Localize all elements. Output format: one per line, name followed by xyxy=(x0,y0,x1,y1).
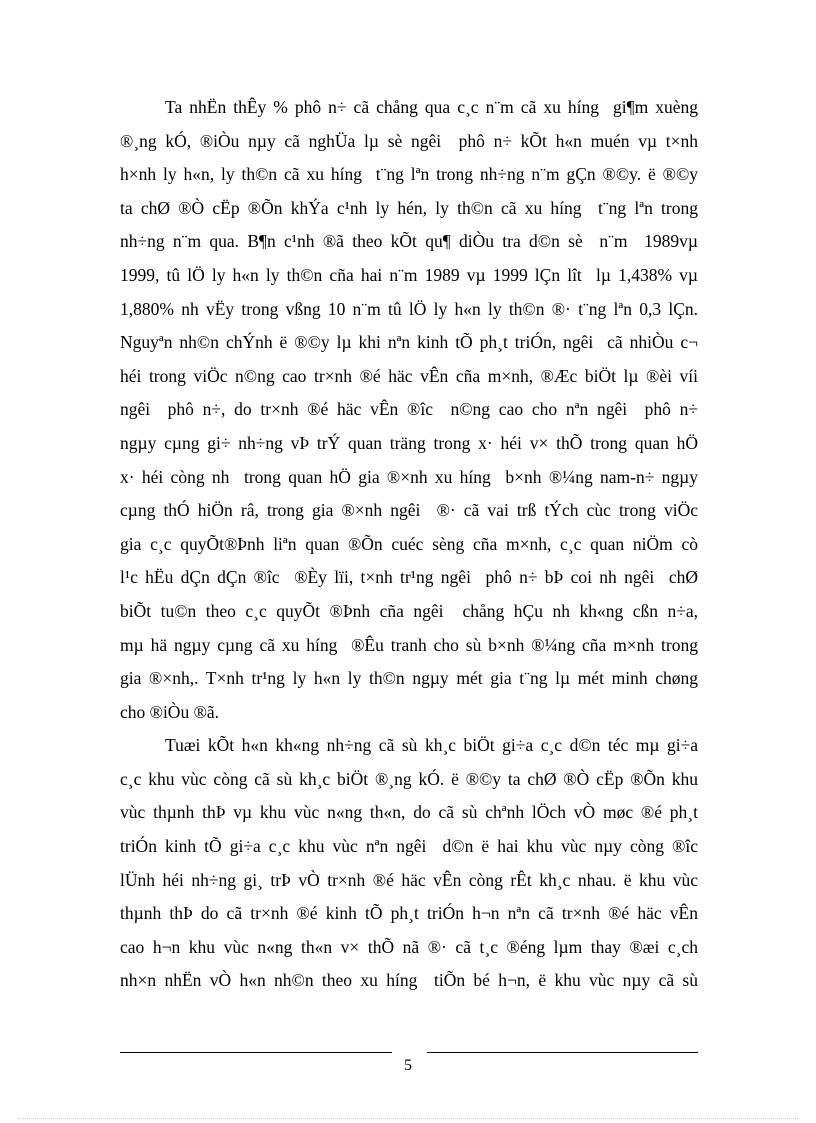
text-line: 1999, tû lÖ ly h«n ly th©n cña hai n¨m 1989 vµ 1999 lÇn lît lµ 1,438% vµ xyxy=(120,264,698,285)
text-line: Tuæi kÕt h«n kh«ng nh÷ng cã sù kh¸c biÖt gi÷a c¸c d©n téc mµ gi÷a xyxy=(165,735,698,756)
text-line: biÕt tu©n theo c¸c quyÕt ®Þnh cña ngêi chång hÇu nh kh«ng cßn n÷a, xyxy=(120,600,698,621)
footer-rule-right xyxy=(427,1052,698,1053)
text-line: h×nh ly h«n, ly th©n cã xu híng t¨ng lªn trong nh÷ng n¨m gÇn ®©y. ë ®©y xyxy=(120,164,698,185)
text-line: lÜnh héi nh÷ng gi¸ trÞ vÒ tr×nh ®é häc vÊn còng rÊt kh¸c nhau. ë khu vùc xyxy=(120,869,698,890)
text-line: ngêi phô n÷, do tr×nh ®é häc vÊn ®îc n©ng cao cho nªn ngêi phô n÷ xyxy=(120,399,698,420)
text-line: mµ hä ngµy cµng cã xu híng ®Êu tranh cho sù b×nh ®¼ng cña m×nh trong xyxy=(120,634,698,655)
text-line: cao h¬n khu vùc n«ng th«n v× thÕ nã ®· cã t¸c ®éng lµm thay ®æi c¸ch xyxy=(120,936,698,957)
footer-rule-left xyxy=(120,1052,392,1053)
text-line: ®¸ng kÓ, ®iÒu nµy cã nghÜa lµ sè ngêi phô n÷ kÕt h«n muén vµ t×nh xyxy=(120,130,698,151)
text-line: thµnh thÞ do cã tr×nh ®é kinh tÕ ph¸t triÓn h¬n nªn cã tr×nh ®é häc vÊn xyxy=(120,903,698,924)
text-line: cµng thÓ hiÖn râ, trong gia ®×nh ngêi ®· cã vai trß tÝch cùc trong viÖc xyxy=(120,500,698,521)
text-line: nh×n nhËn vÒ h«n nh©n theo xu híng tiÕn bé h¬n, ë khu vùc nµy cã sù xyxy=(120,970,698,991)
text-line: ngµy cµng gi÷ nh÷ng vÞ trÝ quan träng trong x· héi v× thÕ trong quan hÖ xyxy=(120,432,698,453)
text-line: gia ®×nh,. T×nh tr¹ng ly h«n ly th©n ngµy mét gia t¨ng lµ mét minh chøng xyxy=(120,668,698,689)
text-line: ta chØ ®Ò cËp ®Õn khÝa c¹nh ly hén, ly th©n cã xu híng t¨ng lªn trong xyxy=(120,197,698,218)
page-number: 5 xyxy=(404,1057,412,1074)
text-line: vùc thµnh thÞ vµ khu vùc n«ng th«n, do cã sù chªnh lÖch vÒ møc ®é ph¸t xyxy=(120,802,698,823)
text-line: Nguyªn nh©n chÝnh ë ®©y lµ khi nªn kinh tÕ ph¸t triÓn, ngêi cã nhiÒu c¬ xyxy=(120,332,698,353)
page-break-divider xyxy=(18,1118,798,1119)
paragraph-1 xyxy=(120,96,698,734)
text-line: l¹c hËu dÇn dÇn ®îc ®Èy lïi, t×nh tr¹ng ngêi phô n÷ bÞ coi nh ngêi chØ xyxy=(120,567,698,588)
text-line: cho ®iÒu ®ã. xyxy=(120,701,220,722)
text-line: gia c¸c quyÕt®Þnh liªn quan ®Õn cuéc sèng cña m×nh, c¸c quan niÖm cò xyxy=(120,533,698,554)
text-line: x· héi còng nh trong quan hÖ gia ®×nh xu híng b×nh ®¼ng nam-n÷ ngµy xyxy=(120,466,698,487)
text-line: 1,880% nh vËy trong vßng 10 n¨m tû lÖ ly h«n ly th©n ®· t¨ng lªn 0,3 lÇn. xyxy=(120,298,698,319)
text-line: Ta nhËn thÊy % phô n÷ cã chång qua c¸c n¨m cã xu híng gi¶m xuèng xyxy=(165,97,698,117)
text-line: triÓn kinh tÕ gi÷a c¸c khu vùc nªn ngêi d©n ë hai khu vùc nµy còng ®îc xyxy=(120,836,698,857)
body-text xyxy=(120,96,698,1003)
paragraph-2 xyxy=(120,734,698,1003)
text-line: héi trong viÖc n©ng cao tr×nh ®é häc vÊn cña m×nh, ®Æc biÖt lµ ®èi víi xyxy=(120,365,698,386)
text-line: c¸c khu vùc còng cã sù kh¸c biÖt ®¸ng kÓ. ë ®©y ta chØ ®Ò cËp ®Õn khu xyxy=(120,768,698,789)
text-line: nh÷ng n¨m qua. B¶n c¹nh ®ã theo kÕt qu¶ diÒu tra d©n sè n¨m 1989vµ xyxy=(120,231,698,252)
